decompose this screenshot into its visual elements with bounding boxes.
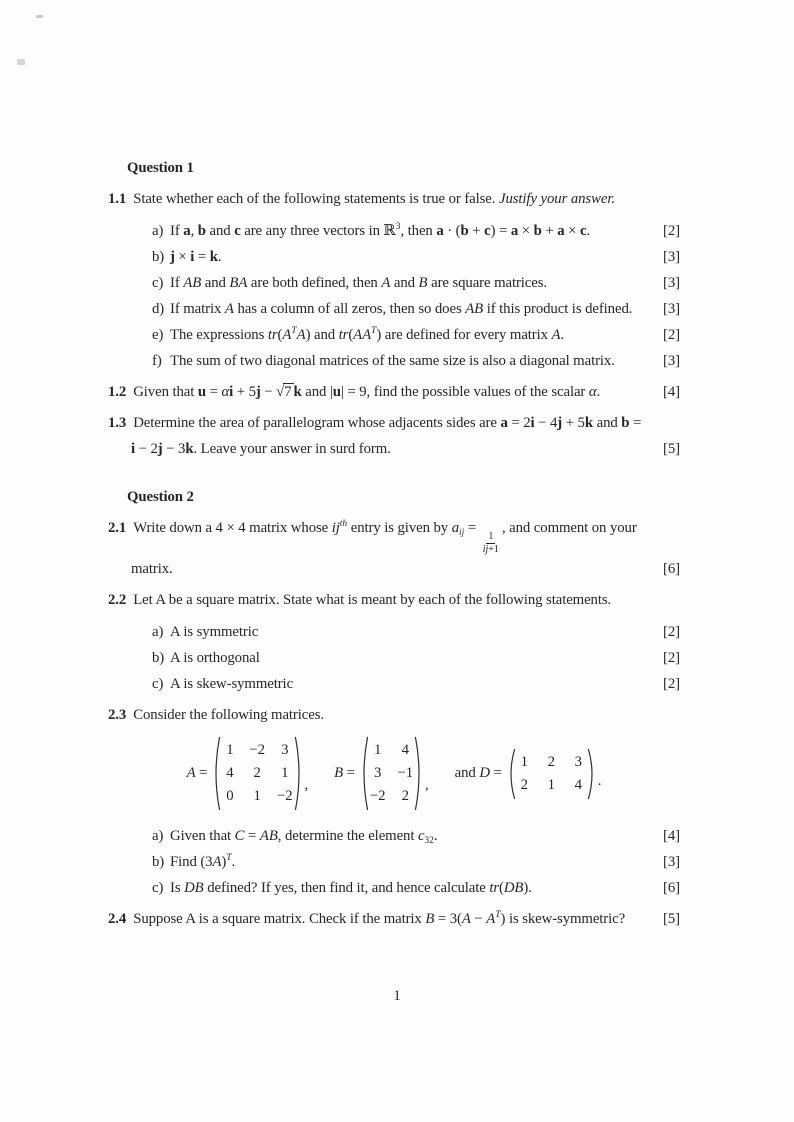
- item-label: b): [152, 650, 165, 666]
- text-segment: and |: [301, 384, 333, 400]
- matrix-label: [187, 765, 208, 782]
- text-segment: i: [530, 415, 535, 431]
- item-label: a): [152, 223, 164, 239]
- marks-badge: [5]: [663, 441, 680, 457]
- text-segment: k: [293, 384, 302, 400]
- matrix-a: [187, 736, 309, 811]
- text-segment: · (: [443, 223, 461, 239]
- text-segment: a: [436, 223, 444, 239]
- text-line: [108, 379, 680, 405]
- text-segment: Given that: [133, 384, 198, 400]
- matrix-cell: 3: [281, 742, 289, 758]
- marks-badge: [3]: [663, 854, 680, 870]
- matrix: [222, 739, 292, 808]
- item-list: [108, 619, 680, 697]
- text-segment: The expressions: [170, 327, 268, 343]
- text-segment: .: [433, 828, 438, 844]
- left-paren: [212, 736, 221, 811]
- text-line: [108, 218, 680, 244]
- text-line: [108, 702, 680, 728]
- text-segment: ): [221, 854, 227, 870]
- matrix-punctuation: .: [597, 773, 602, 789]
- text-segment: −: [470, 911, 487, 927]
- text-segment: +: [468, 223, 485, 239]
- item-list: [108, 218, 680, 374]
- text-segment: k: [209, 249, 218, 265]
- text-segment: j: [170, 249, 175, 265]
- matrix-cell: 1: [520, 753, 528, 770]
- text-segment: A: [296, 327, 306, 343]
- text-segment: ) and: [305, 327, 339, 343]
- text-segment: ,: [190, 223, 198, 239]
- text-segment: =: [194, 249, 210, 265]
- text-segment: ×: [174, 249, 191, 265]
- matrix-cell: 4: [574, 776, 582, 793]
- line-text: [170, 619, 258, 645]
- text-segment: Write down a 4 × 4 matrix whose: [133, 520, 332, 536]
- matrix-cell: 2: [253, 765, 261, 781]
- text-segment: 3: [395, 222, 401, 232]
- item-label: b): [152, 854, 165, 870]
- text-segment: j: [557, 415, 563, 431]
- fraction-numerator: [486, 531, 495, 544]
- item-label: c): [152, 676, 164, 692]
- text-segment: B: [334, 765, 344, 781]
- text-line: [108, 270, 680, 296]
- text-segment: A is orthogonal: [170, 650, 260, 666]
- text-segment: ×: [564, 223, 580, 239]
- text-segment: A: [381, 275, 391, 291]
- item-label: c): [152, 880, 164, 896]
- item-label: a): [152, 828, 164, 844]
- line-text: [133, 186, 615, 212]
- text-segment: A: [212, 854, 222, 870]
- marks-badge: [2]: [663, 327, 680, 343]
- question-paragraph: [108, 515, 680, 582]
- question-paragraph: [108, 186, 680, 212]
- text-segment: A is skew-symmetric: [170, 676, 294, 692]
- text-segment: .: [596, 384, 601, 400]
- text-segment: . Leave your answer in surd form.: [193, 441, 391, 457]
- text-segment: b: [621, 415, 630, 431]
- text-segment: ).: [523, 880, 532, 896]
- text-line: [108, 645, 680, 671]
- item-label: f): [152, 353, 162, 369]
- text-segment: 1: [488, 531, 494, 542]
- text-segment: i: [131, 441, 136, 457]
- text-segment: Find (3: [170, 854, 213, 870]
- text-segment: C: [234, 828, 245, 844]
- right-paren: [414, 736, 423, 811]
- marks-badge: [4]: [663, 384, 680, 400]
- matrix-cell: 3: [574, 753, 582, 770]
- text-segment: ) are defined for every matrix: [376, 327, 552, 343]
- line-text: [133, 410, 641, 436]
- question-number: 2.3: [108, 707, 127, 723]
- matrix-display: [108, 730, 680, 817]
- text-segment: + 5: [233, 384, 256, 400]
- text-line: [108, 244, 680, 270]
- text-segment: k: [584, 415, 593, 431]
- text-segment: c: [234, 223, 241, 239]
- line-text: [170, 671, 293, 697]
- scan-artifact: [36, 15, 43, 18]
- question-paragraph: [108, 379, 680, 405]
- line-text: [133, 906, 625, 932]
- text-segment: u: [332, 384, 341, 400]
- text-segment: ij: [331, 520, 340, 536]
- matrix-cell: 1: [374, 742, 382, 758]
- marks-badge: [2]: [663, 223, 680, 239]
- marks-badge: [6]: [663, 561, 680, 577]
- matrix-cell: 1: [547, 776, 555, 793]
- marks-badge: [3]: [663, 275, 680, 291]
- text-segment: and: [205, 223, 235, 239]
- text-segment: are square matrices.: [427, 275, 547, 291]
- question-number: 2.2: [108, 592, 127, 608]
- marks-badge: [2]: [663, 676, 680, 692]
- text-segment: .: [231, 854, 236, 870]
- text-line: [108, 849, 680, 875]
- text-segment: , then: [400, 223, 437, 239]
- text-segment: a: [500, 415, 508, 431]
- text-segment: and: [201, 275, 230, 291]
- text-segment: =: [629, 415, 642, 431]
- scan-artifact: [17, 59, 25, 65]
- text-segment: a: [183, 223, 191, 239]
- text-segment: B: [418, 275, 428, 291]
- text-segment: B: [425, 911, 435, 927]
- text-line: [108, 322, 680, 348]
- text-segment: +: [541, 223, 558, 239]
- text-segment: (: [277, 327, 283, 343]
- question-paragraph: [108, 702, 680, 728]
- item-label: a): [152, 624, 164, 640]
- line-text: [131, 436, 391, 462]
- text-segment: =: [343, 765, 355, 781]
- text-segment: A: [551, 327, 561, 343]
- text-segment: tr: [489, 880, 499, 896]
- text-segment: , and comment on your: [501, 520, 637, 536]
- text-segment: b: [197, 223, 206, 239]
- marks-badge: [3]: [663, 353, 680, 369]
- text-segment: c: [579, 223, 587, 239]
- text-segment: T: [226, 853, 232, 863]
- line-text: [170, 849, 235, 875]
- text-segment: = 3(: [434, 911, 462, 927]
- text-line: [108, 875, 680, 901]
- text-segment: Consider the following matrices.: [133, 707, 324, 723]
- radical-sign: √: [276, 384, 285, 400]
- matrix-cell: 0: [226, 788, 234, 804]
- text-segment: tr: [267, 327, 278, 343]
- text-segment: State whether each of the following statements is true or false.: [133, 191, 499, 207]
- text-segment: A: [224, 301, 234, 317]
- line-text: [131, 556, 173, 582]
- text-segment: + 5: [562, 415, 585, 431]
- text-segment: − 3: [162, 441, 186, 457]
- question-number: 1.2: [108, 384, 127, 400]
- line-text: [170, 645, 260, 671]
- text-segment: has a column of all zeros, then so does: [233, 301, 466, 317]
- left-paren: [507, 748, 516, 800]
- text-segment: If matrix: [170, 301, 225, 317]
- text-segment: If: [170, 223, 184, 239]
- text-segment: −: [260, 384, 277, 400]
- text-segment: BA: [229, 275, 248, 291]
- text-segment: =: [464, 520, 480, 536]
- item-label: c): [152, 275, 164, 291]
- text-segment: if this product is defined.: [483, 301, 633, 317]
- text-segment: c: [417, 828, 425, 844]
- text-segment: A: [461, 911, 471, 927]
- line-text: [133, 702, 324, 728]
- text-segment: .: [560, 327, 565, 343]
- text-line: [108, 410, 680, 436]
- text-line: [108, 619, 680, 645]
- text-segment: a: [451, 520, 459, 536]
- text-segment: AB: [465, 301, 484, 317]
- marks-badge: [4]: [663, 828, 680, 844]
- text-segment: ) =: [490, 223, 511, 239]
- matrix-cell: 1: [281, 765, 289, 781]
- matrix-cell: 4: [401, 742, 409, 758]
- text-segment: a: [557, 223, 565, 239]
- text-segment: A: [486, 911, 496, 927]
- marks-badge: [5]: [663, 911, 680, 927]
- question-number: 2.1: [108, 520, 127, 536]
- matrix-punctuation: ,: [425, 777, 429, 793]
- text-segment: A: [282, 327, 292, 343]
- text-segment: and: [390, 275, 419, 291]
- text-segment: c: [484, 223, 491, 239]
- question-paragraph: [108, 410, 680, 462]
- text-segment: T: [291, 326, 297, 336]
- text-segment: AB: [183, 275, 202, 291]
- text-segment: ℝ: [383, 223, 396, 239]
- matrix-label: [455, 765, 502, 782]
- text-line: [108, 348, 680, 374]
- matrix-cell: 2: [547, 753, 555, 770]
- text-segment: =: [244, 828, 260, 844]
- question-number: 1.3: [108, 415, 127, 431]
- line-text: [170, 823, 438, 849]
- text-segment: j: [255, 384, 261, 400]
- matrix-cell: 1: [226, 742, 234, 758]
- fraction-denominator: [482, 544, 500, 556]
- text-segment: ) is skew-symmetric?: [500, 911, 626, 927]
- question-heading: Question 1: [127, 160, 194, 176]
- line-text: [133, 515, 636, 556]
- text-line: [108, 296, 680, 322]
- matrix-d: [455, 748, 602, 800]
- text-line: [108, 556, 680, 582]
- matrix-cell: −2: [249, 742, 265, 758]
- text-segment: T: [371, 326, 377, 336]
- text-segment: i: [190, 249, 195, 265]
- text-segment: α: [588, 384, 597, 400]
- page-number: 1: [393, 988, 401, 1004]
- text-segment: and: [454, 765, 480, 781]
- text-segment: Is: [170, 880, 185, 896]
- line-text: [170, 296, 632, 322]
- right-paren: [587, 748, 596, 800]
- text-segment: T: [495, 910, 501, 920]
- text-segment: i: [229, 384, 234, 400]
- text-segment: b: [533, 223, 542, 239]
- text-segment: tr: [338, 327, 349, 343]
- text-line: [108, 823, 680, 849]
- right-paren: [294, 736, 303, 811]
- text-line: [108, 515, 680, 556]
- line-text: [133, 587, 611, 613]
- line-text: [133, 379, 600, 405]
- text-segment: .: [217, 249, 222, 265]
- text-segment: | = 9, find the possible values of the scalar: [340, 384, 589, 400]
- text-segment: defined? If yes, then find it, and hence calculate: [203, 880, 490, 896]
- text-segment: (: [348, 327, 354, 343]
- text-segment: AA: [353, 327, 372, 343]
- text-segment: AB: [259, 828, 278, 844]
- item-label: b): [152, 249, 165, 265]
- text-line: [108, 587, 680, 613]
- matrix-punctuation: ,: [304, 777, 309, 793]
- text-segment: , determine the element: [277, 828, 418, 844]
- item-label: d): [152, 301, 165, 317]
- text-line: [108, 906, 680, 932]
- matrix-cell: −1: [397, 765, 414, 781]
- line-text: [170, 322, 564, 348]
- matrix-cell: 2: [401, 788, 409, 804]
- text-segment: − 2: [135, 441, 158, 457]
- text-segment: a: [510, 223, 519, 239]
- line-text: [170, 244, 222, 270]
- matrix-cell: −2: [276, 788, 293, 804]
- marks-badge: [3]: [663, 249, 680, 265]
- marks-badge: [2]: [663, 624, 680, 640]
- text-segment: Suppose A is a square matrix. Check if the matrix: [133, 911, 426, 927]
- text-segment: =: [206, 384, 222, 400]
- marks-badge: [6]: [663, 880, 680, 896]
- matrix-cell: −2: [369, 788, 386, 804]
- text-segment: matrix.: [131, 561, 173, 577]
- item-list: [108, 823, 680, 901]
- line-text: [170, 348, 615, 374]
- text-line: [108, 671, 680, 697]
- matrix-cell: 3: [374, 765, 382, 781]
- text-segment: − 4: [534, 415, 558, 431]
- text-segment: Justify your answer.: [498, 191, 615, 207]
- line-text: [170, 270, 547, 296]
- text-segment: DB: [184, 880, 204, 896]
- text-segment: and: [593, 415, 622, 431]
- text-segment: (: [498, 880, 504, 896]
- fraction: [482, 531, 500, 556]
- text-segment: k: [185, 441, 194, 457]
- text-line: [108, 436, 680, 462]
- text-segment: A is symmetric: [170, 624, 259, 640]
- text-line: [108, 186, 680, 212]
- line-text: [170, 218, 590, 244]
- text-segment: .: [586, 223, 591, 239]
- question-paragraph: [108, 906, 680, 932]
- question-number: 2.4: [108, 911, 127, 927]
- text-segment: If: [170, 275, 184, 291]
- text-segment: b: [460, 223, 469, 239]
- line-text: [170, 875, 532, 901]
- exam-content: [108, 155, 680, 932]
- matrix-cell: 4: [226, 765, 234, 781]
- radicand: 7: [284, 384, 292, 400]
- matrix: [517, 751, 586, 797]
- matrix-cell: 1: [253, 788, 261, 804]
- left-paren: [360, 736, 369, 811]
- marks-badge: [3]: [663, 301, 680, 317]
- text-segment: ij: [482, 544, 489, 555]
- question-number: 1.1: [108, 191, 127, 207]
- text-segment: Determine the area of parallelogram whose adjacents sides are: [133, 415, 501, 431]
- question-paragraph: [108, 587, 680, 613]
- text-segment: D: [479, 765, 490, 781]
- question-heading: Question 2: [127, 489, 194, 505]
- text-segment: =: [489, 765, 502, 781]
- text-segment: A: [186, 765, 196, 781]
- text-segment: 32: [424, 836, 434, 846]
- item-label: e): [152, 327, 164, 343]
- text-segment: are both defined, then: [247, 275, 382, 291]
- text-segment: = 2: [507, 415, 531, 431]
- text-segment: ij: [459, 528, 465, 538]
- text-segment: The sum of two diagonal matrices of the same size is also a diagonal matrix.: [170, 353, 615, 369]
- text-segment: Let A be a square matrix. State what is meant by each of the following statements.: [133, 592, 612, 608]
- text-segment: th: [339, 519, 348, 529]
- sqrt-expression: [276, 384, 293, 400]
- text-segment: α: [221, 384, 230, 400]
- text-segment: j: [157, 441, 163, 457]
- text-segment: DB: [503, 880, 524, 896]
- matrix-label: [334, 765, 355, 782]
- text-segment: Given that: [170, 828, 235, 844]
- marks-badge: [2]: [663, 650, 680, 666]
- text-segment: are any three vectors in: [240, 223, 384, 239]
- matrix-cell: 2: [520, 776, 528, 793]
- text-segment: u: [197, 384, 206, 400]
- text-segment: ×: [518, 223, 534, 239]
- text-segment: +1: [488, 544, 499, 555]
- matrix-b: [334, 736, 429, 811]
- matrix: [370, 739, 413, 808]
- text-segment: =: [195, 765, 208, 781]
- text-segment: entry is given by: [347, 520, 452, 536]
